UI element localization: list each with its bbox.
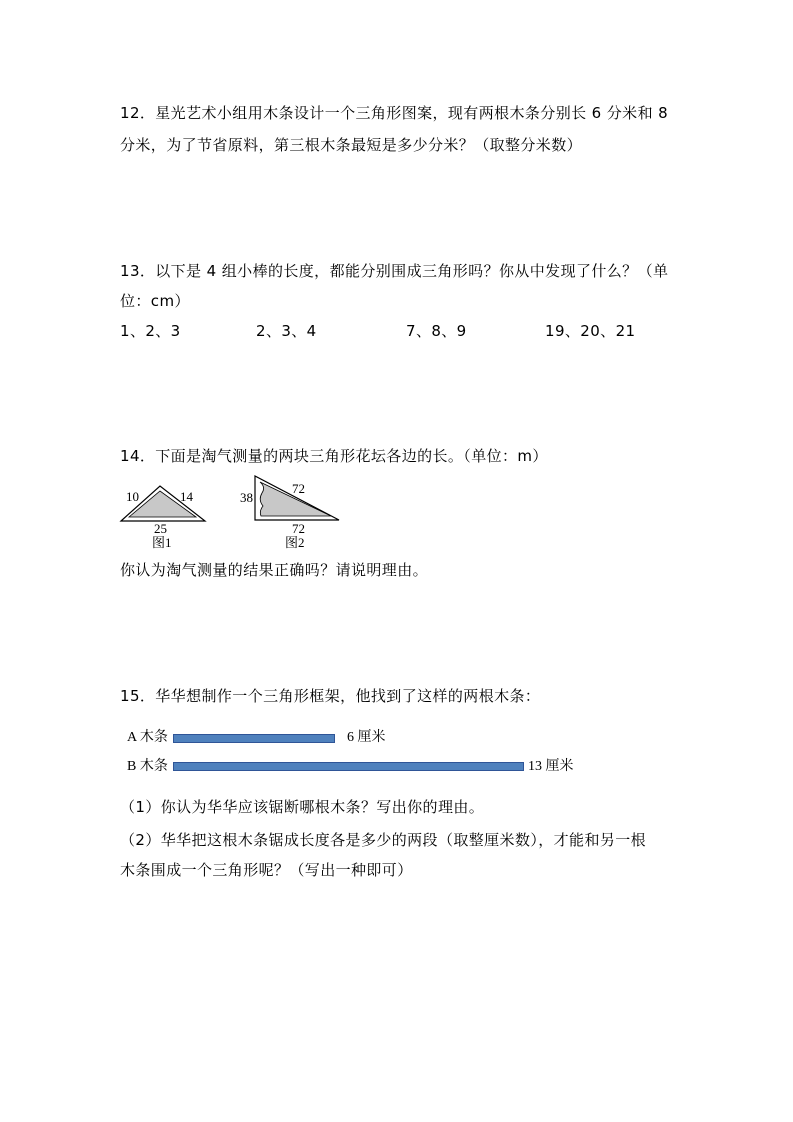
fig1-caption: 图1 [152, 535, 172, 550]
q15-sub1: （1）你认为华华应该锯断哪根木条？写出你的理由。 [120, 798, 485, 816]
fig1-right-label: 14 [180, 489, 193, 504]
fig2-left-label: 38 [240, 490, 253, 505]
q12-line1: 12．星光艺术小组用木条设计一个三角形图案，现有两根木条分别长 6 分米和 8 [120, 104, 669, 122]
fig2-bottom-label: 72 [292, 521, 305, 536]
bar-b-length: 13 厘米 [528, 759, 574, 774]
fig1-bottom-label: 25 [154, 521, 167, 536]
q15-sub2-line1: （2）华华把这根木条锯成长度各是多少的两段（取整厘米数），才能和另一根 [120, 831, 647, 849]
q12-line2: 分米，为了节省原料，第三根木条最短是多少分米？（取整分米数） [120, 136, 583, 154]
fig2-top-label: 72 [292, 481, 305, 496]
q13-group-3: 7、8、9 [406, 322, 467, 340]
bar-a-length: 6 厘米 [347, 730, 386, 745]
q14-line2: 你认为淘气测量的结果正确吗？请说明理由。 [120, 561, 429, 579]
q13-group-2: 2、3、4 [256, 322, 317, 340]
q13-group-4: 19、20、21 [545, 322, 636, 340]
q15-sub2-line2: 木条围成一个三角形呢？（写出一种即可） [120, 861, 413, 879]
bar-a-label: A 木条 [127, 730, 168, 745]
bar-b-label: B 木条 [127, 759, 168, 774]
q13-group-1: 1、2、3 [120, 322, 181, 340]
q13-line2: 位：cm） [120, 292, 190, 310]
q15-line1: 15．华华想制作一个三角形框架，他找到了这样的两根木条： [120, 687, 541, 705]
q14-line1: 14．下面是淘气测量的两块三角形花坛各边的长。（单位：m） [120, 447, 548, 465]
fig1-left-label: 10 [126, 489, 139, 504]
q13-line1: 13．以下是 4 组小棒的长度，都能分别围成三角形吗？你从中发现了什么？（单 [120, 262, 669, 280]
bar-a [173, 734, 335, 743]
bar-b [173, 762, 524, 771]
fig2-caption: 图2 [285, 535, 305, 550]
